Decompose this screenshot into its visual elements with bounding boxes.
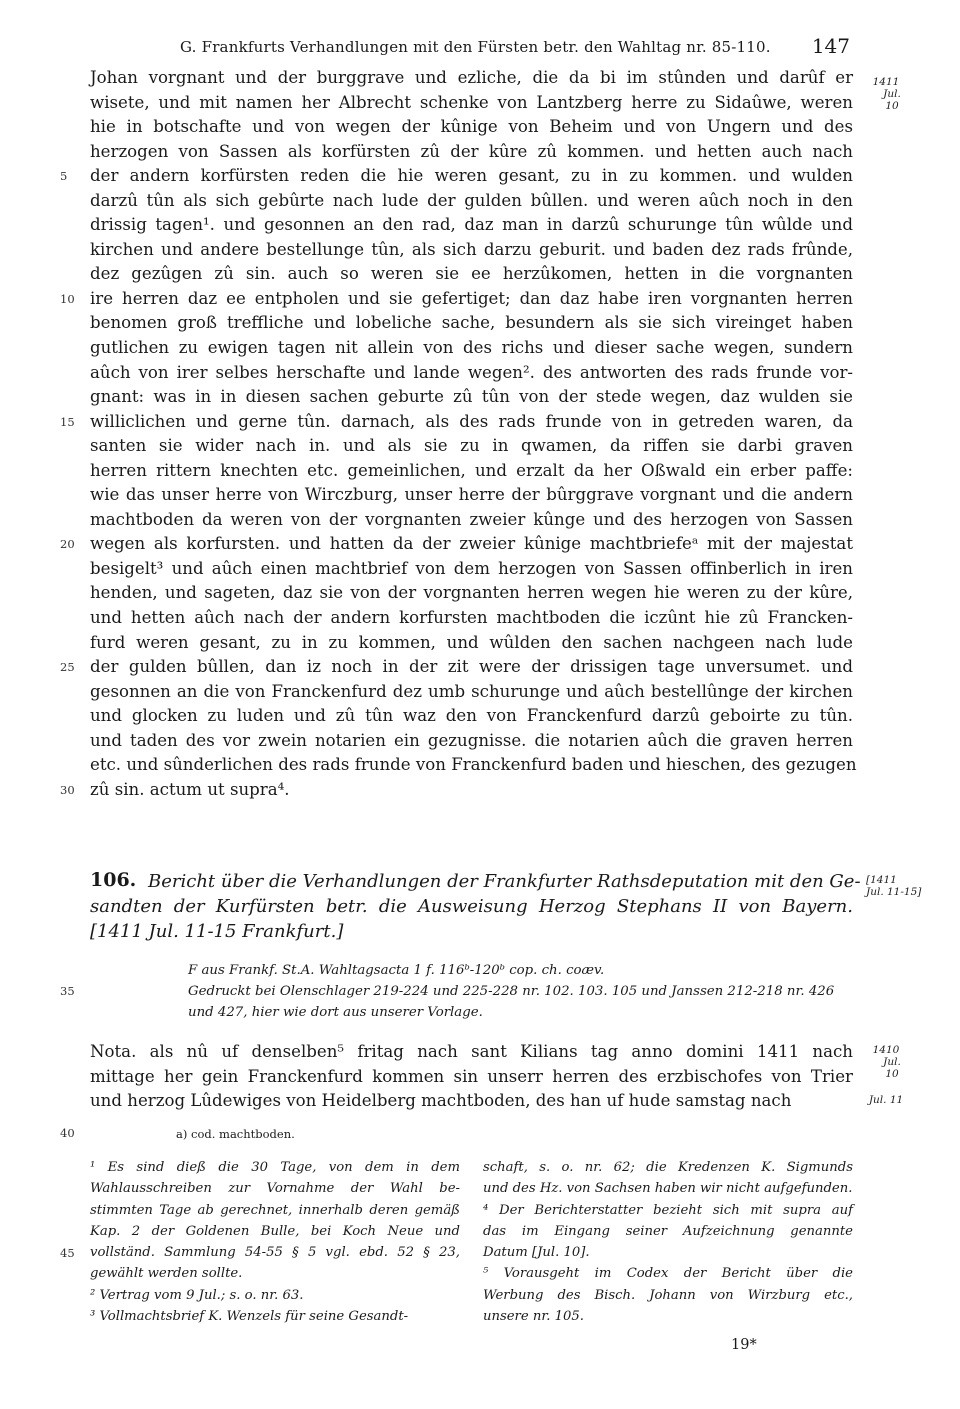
text-line	[90, 189, 853, 214]
line-number: 40	[60, 1126, 75, 1140]
running-title: G. Frankfurts Verhandlungen mit den Fürsten betr. den Wahltag nr. 85-110.	[180, 38, 771, 56]
text-line-content: zû sin. actum ut supra⁴.	[90, 779, 290, 799]
text-line	[90, 66, 853, 91]
text-line-content: machtboden da weren von der vorgnanten zweier kûnge und des herzogen von Sassen	[90, 509, 853, 529]
footnotes-right-column	[483, 1157, 853, 1327]
text-line-content: und herzog Lûdewiges von Heidelberg machtboden, des han uf hude samstag nach	[90, 1091, 792, 1111]
margin-note-nota-2	[866, 1094, 906, 1106]
footnote-line: Kap. 2 der Goldenen Bulle, bei Koch Neue und	[90, 1223, 460, 1239]
text-line-content: wisete, und mit namen her Albrecht schenke von Lantzberg herre zu Sidaûwe, weren	[90, 92, 853, 112]
text-line	[90, 508, 853, 533]
footnote-line: ² Vertrag vom 9 Jul.; s. o. nr. 63.	[90, 1287, 304, 1303]
text-line	[90, 238, 853, 263]
text-line	[90, 606, 853, 631]
text-line-content: ire herren daz ee entpholen und sie gefertiget; dan daz habe iren vorgnanten herren	[90, 288, 853, 308]
text-line-content: Johan vorgnant und der burggrave und ezliche, die da bi im stûnden und darûf er	[90, 68, 853, 87]
footnote-line: ³ Vollmachtsbrief K. Wenzels für seine Gesandt-	[90, 1309, 409, 1325]
footnote-line: unsere nr. 105.	[483, 1309, 584, 1325]
margin-note-top	[866, 76, 906, 112]
text-line-content: mittage her gein Franckenfurd kommen sin unserr herren des erzbischofes von Trier	[90, 1066, 853, 1086]
margin-year: 1410	[872, 1044, 900, 1056]
line-number: 25	[60, 660, 75, 675]
text-line	[90, 336, 853, 361]
text-line-content: benomen groß treffliche und lobeliche sache, besundern als sie sich vireinget haben	[90, 313, 853, 333]
footnotes-left-column	[90, 1157, 460, 1327]
text-line	[90, 1065, 853, 1090]
text-line-content: und hetten aûch nach der andern korfursten machtboden die iczûnt hie zû Francken-	[90, 608, 853, 628]
source-line	[188, 981, 853, 1002]
text-line-content: der andern korfürsten reden die hie weren gesant, zu in zu kommen. und wulden	[90, 166, 853, 186]
text-line-content: wie das unser herre von Wirczburg, unser herre der bûrggrave vorgnant und die andern	[90, 485, 853, 505]
text-line-content: furd weren gesant, zu in zu kommen, und wûlden den sachen nachgeen nach lude	[90, 632, 853, 652]
source-line	[188, 960, 853, 981]
source-line	[188, 1002, 853, 1023]
text-line-content: der gulden bûllen, dan iz noch in der zit were der drissigen tage unversumet. und	[90, 657, 853, 677]
footnote-line: ¹ Es sind dieß die 30 Tage, von dem in dem	[90, 1160, 460, 1175]
text-line-content: williclichen und gerne tûn. darnach, als des rads frunde von in getreden waren, da	[90, 411, 853, 431]
text-line-content: santen sie wider nach in. und als sie zu in qwamen, da riffen sie darbi graven	[90, 436, 853, 456]
footnote-line: Datum [Jul. 10].	[483, 1245, 590, 1261]
margin-date: Jul. 10	[883, 88, 901, 112]
line-number: 10	[60, 291, 75, 306]
text-line-content: darzû tûn als sich gebûrte nach lude der gulden bûllen. und weren aûch noch in den	[90, 190, 853, 210]
text-line-content: aûch von irer selbes herschafte und lande wegen². des antworten des rads frunde vor-	[90, 362, 853, 382]
text-line	[90, 213, 853, 238]
text-line-content: besigelt³ und aûch einen machtbrief von dem herzogen von Sassen offinberlich in iren	[90, 558, 853, 578]
line-number: 20	[60, 537, 75, 552]
footnote-line: stimmten Tage ab gerechnet, innerhalb deren gemäß	[90, 1202, 460, 1218]
text-line-content: wegen als korfursten. und hatten da der zweier kûnige machtbriefeᵃ mit der majestat	[90, 534, 853, 554]
text-line	[90, 680, 853, 705]
line-number: 15	[60, 414, 75, 429]
text-line	[90, 557, 853, 582]
source-line-text: und 427, hier wie dort aus unserer Vorlage.	[188, 1005, 483, 1020]
text-line	[90, 361, 853, 386]
margin-note-doc	[866, 874, 926, 898]
footnote-line: schaft, s. o. nr. 62; die Kredenzen K. Sigmunds	[483, 1160, 853, 1175]
source-line-text: Gedruckt bei Olenschlager 219-224 und 225-228 nr. 102. 103. 105 und Janssen 212-218 nr. 426	[188, 984, 835, 999]
text-line	[90, 704, 853, 729]
text-line-content: hie in botschafte und von wegen der kûnige von Beheim und von Ungern und des	[90, 117, 853, 137]
text-line	[60, 532, 853, 557]
footnote-line: Werbung des Bisch. Johann von Wirzburg etc.,	[483, 1287, 853, 1303]
text-line-content: gnant: was in in diesen sachen geburte zû tûn von der stede wegen, daz wulden sie	[90, 387, 853, 407]
text-line	[90, 729, 853, 754]
footnote-line: das im Eingang seiner Aufzeichnung genannte	[483, 1223, 853, 1239]
document-heading	[90, 869, 861, 944]
text-line	[60, 778, 853, 803]
text-line	[90, 631, 853, 656]
text-line	[60, 164, 853, 189]
text-line-content: drissig tagen¹. und gesonnen an den rad, daz man in darzû schurunge tûn wûlde und	[90, 215, 853, 235]
apparatus-note: a) cod. machtboden.	[176, 1127, 295, 1141]
source-line-text: F aus Frankf. St.A. Wahltagsacta 1 f. 116ᵇ-120ᵇ cop. ch. coæv.	[188, 963, 605, 978]
heading-line: sandten der Kurfürsten betr. die Ausweisung Herzog Stephans II von Bayern.	[90, 896, 853, 917]
heading-line: [1411 Jul. 11-15 Frankfurt.]	[90, 921, 344, 942]
margin-year: [1411	[866, 874, 897, 886]
nota-text	[90, 1040, 853, 1114]
source-note	[188, 960, 853, 1023]
text-line-content: herren rittern knechten etc. gemeinlichen, und erzalt da her Oßwald ein erber paffe:	[90, 460, 853, 480]
line-number: 35	[60, 984, 75, 998]
text-line	[90, 1089, 853, 1114]
text-line	[90, 581, 853, 606]
margin-date: Jul. 10	[883, 1056, 901, 1080]
text-line-content: kirchen und andere bestellunge tûn, als sich darzu geburit. und baden dez rads frûnde,	[90, 239, 853, 259]
text-line	[60, 410, 853, 435]
text-line-content: Nota. als nû uf denselben⁵ fritag nach sant Kilians tag anno domini 1411 nach	[90, 1042, 853, 1061]
text-line-content: henden, und sageten, daz sie von der vorgnanten herren wegen hie weren zu der kûre,	[90, 583, 853, 603]
text-line	[60, 655, 853, 680]
margin-date: Jul. 11	[868, 1094, 904, 1106]
margin-year: 1411	[872, 76, 900, 88]
text-line	[90, 459, 853, 484]
text-line	[90, 140, 853, 165]
text-line	[90, 483, 853, 508]
footnote-line: und des Hz. von Sachsen haben wir nicht aufgefunden.	[483, 1181, 853, 1197]
text-line	[90, 753, 857, 778]
heading-line: Bericht über die Verhandlungen der Frankfurter Rathsdeputation mit den Ge-	[148, 871, 861, 892]
text-line	[90, 115, 853, 140]
text-line-content: und taden des vor zwein notarien ein gezugnisse. die notarien aûch die graven herren	[90, 730, 853, 750]
margin-date: Jul. 11-15]	[866, 886, 922, 898]
text-line	[90, 385, 853, 410]
margin-note-nota	[866, 1044, 906, 1080]
main-text	[60, 66, 857, 802]
text-line	[90, 434, 853, 459]
text-line-content: herzogen von Sassen als korfürsten zû der kûre zû kommen. und hetten auch nach	[90, 141, 853, 161]
footnote-line: Wahlausschreiben zur Vornahme der Wahl be-	[90, 1181, 460, 1197]
line-number: 30	[60, 782, 75, 797]
text-line	[90, 262, 853, 287]
footnote-line: ⁵ Vorausgeht im Codex der Bericht über die	[483, 1266, 853, 1282]
text-line	[90, 311, 853, 336]
text-line-content: und glocken zu luden und zû tûn waz den von Franckenfurd darzû geboirte zu tûn.	[90, 706, 853, 726]
text-line	[90, 1040, 853, 1065]
page-number: 147	[811, 34, 850, 58]
footnote-line: ⁴ Der Berichterstatter bezieht sich mit supra auf	[483, 1202, 853, 1218]
signature-mark: 19*	[731, 1337, 757, 1353]
text-line-content: dez gezûgen zû sin. auch so weren sie ee herzûkomen, hetten in die vorgnanten	[90, 264, 853, 284]
line-number: 45	[60, 1246, 75, 1260]
document-number: 106.	[90, 869, 137, 891]
text-line-content: gesonnen an die von Franckenfurd dez umb schurunge und aûch bestellûnge der kirchen	[90, 681, 853, 701]
text-line	[60, 287, 853, 312]
line-number: 5	[60, 169, 68, 184]
text-line	[90, 91, 853, 116]
page-header	[180, 36, 850, 60]
text-line-content: etc. und sûnderlichen des rads frunde von Franckenfurd baden und hieschen, des gezugen	[90, 755, 857, 775]
footnote-line: gewählt werden sollte.	[90, 1266, 243, 1282]
text-line-content: gutlichen zu ewigen tagen nit allein von des richs und dieser sache wegen, sundern	[90, 338, 853, 358]
footnote-line: vollständ. Sammlung 54-55 § 5 vgl. ebd. 52 § 23,	[90, 1245, 460, 1261]
